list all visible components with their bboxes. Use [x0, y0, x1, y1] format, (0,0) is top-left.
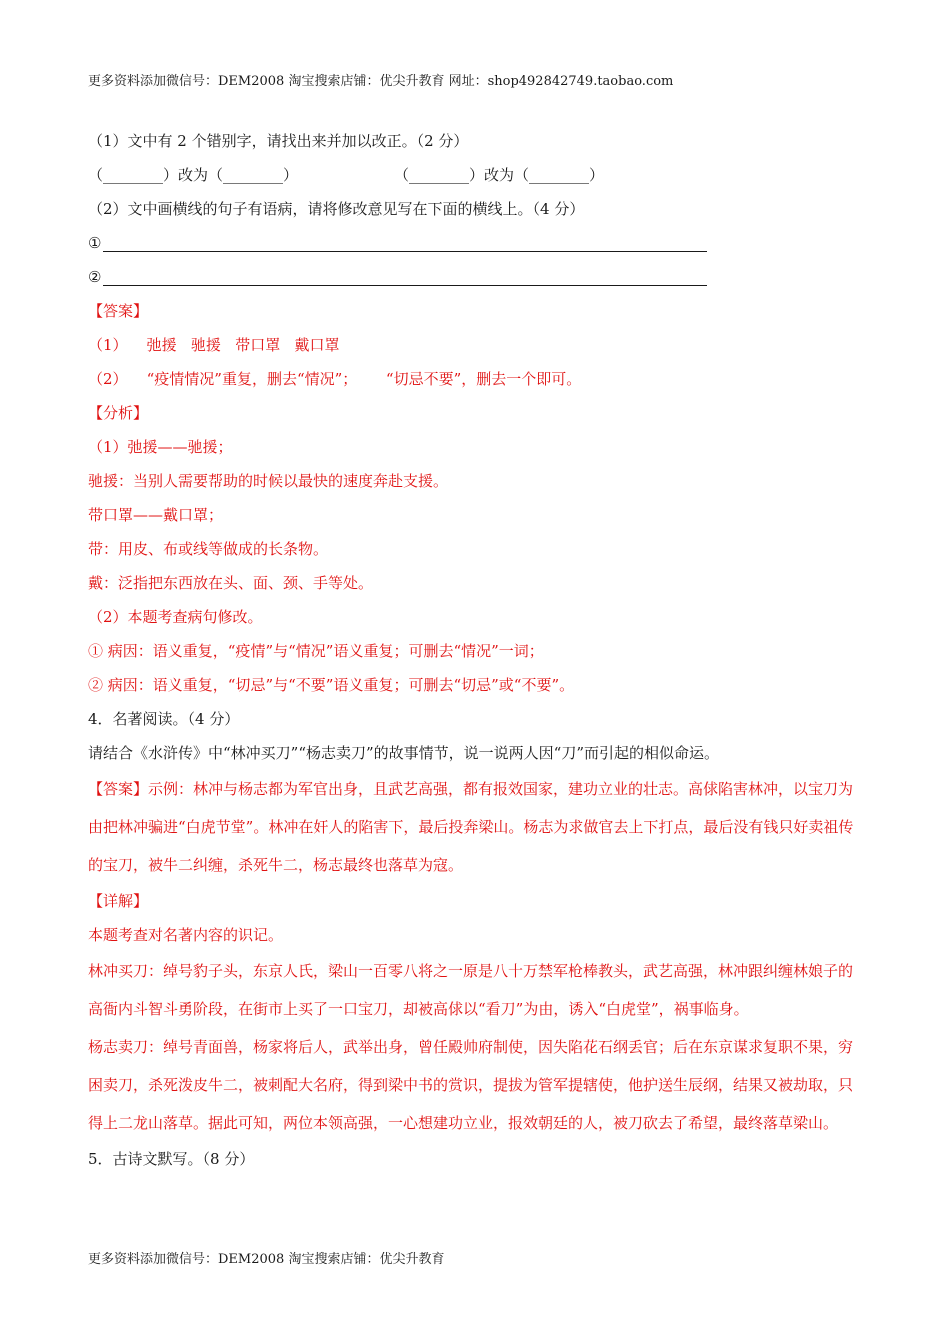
analysis-line-5: 戴：泛指把东西放在头、面、颈、手等处。: [88, 574, 374, 592]
question-4-answer-tag: 【答案】: [88, 780, 149, 798]
page-footer: 更多资料添加微信号：DEM2008 淘宝搜索店铺：优尖升教育: [88, 1252, 445, 1267]
analysis-line-1: （1）弛援——驰援；: [88, 438, 233, 456]
answer-line-1: [88, 226, 866, 260]
question-4-answer-text: 示例：林冲与杨志都为军官出身，且武艺高强，都有报效国家，建功立业的壮志。高俅陷害林冲，以宝刀为由把林冲骗进“白虎节堂”。林冲在奸人的陷害下，最后投奔梁山。杨志为求做官去上下打点，最后没有钱只好卖祖传的宝刀，被牛二纠缠，杀死牛二，杨志最终也落草为寇。: [88, 780, 854, 874]
analysis-tag: 【分析】: [88, 404, 149, 422]
page-header: 更多资料添加微信号：DEM2008 淘宝搜索店铺：优尖升教育 网址：shop492842749.taobao.com: [88, 74, 674, 89]
detail-paragraph-lin-chong: 林冲买刀：绰号豹子头，东京人氏，梁山一百零八将之一原是八十万禁军枪棒教头，武艺高强，林冲跟纠缠林娘子的高衙内斗智斗勇阶段，在街市上买了一口宝刀，却被高俅以“看刀”为由，诱入“白虎堂”，祸事临身。: [88, 962, 854, 1018]
question-4-title: 4．名著阅读。（4 分）: [88, 710, 240, 728]
question-1-prompt: （1）文中有 2 个错别字，请找出来并加以改正。（2 分）: [88, 132, 469, 150]
question-4-answer: [88, 770, 866, 884]
detail-line-1: 本题考查对名著内容的识记。: [88, 926, 284, 944]
analysis-line-7: ① 病因：语义重复，“疫情”与“情况”语义重复；可删去“情况”一词；: [88, 642, 544, 660]
detail-paragraph-yang-zhi: 杨志卖刀：绰号青面兽，杨家将后人，武举出身，曾任殿帅府制使，因失陷花石纲丢官；后在东京谋求复职不果，穷困卖刀，杀死泼皮牛二，被刺配大名府，得到梁中书的赏识，提拔为管军提辖使，他护送生辰纲，结果又被劫取，只得上二龙山落草。据此可知，两位本领高强，一心想建功立业，报效朝廷的人，被刀砍去了希望，最终落草梁山。: [88, 1038, 854, 1132]
correction-blank-right: （________）改为（________）: [394, 166, 605, 184]
question-2-prompt: （2）文中画横线的句子有语病，请将修改意见写在下面的横线上。（4 分）: [88, 200, 585, 218]
analysis-line-4: 带：用皮、布或线等做成的长条物。: [88, 540, 329, 558]
detail-tag: 【详解】: [88, 892, 149, 910]
answer-underline-2: [103, 265, 707, 286]
analysis-line-8: ② 病因：语义重复，“切忌”与“不要”语义重复；可删去“切忌”或“不要”。: [88, 676, 575, 694]
correction-blank-left: （________）改为（________）: [88, 166, 299, 184]
analysis-line-6: （2）本题考查病句修改。: [88, 608, 263, 626]
analysis-line-3: 带口罩——戴口罩；: [88, 506, 224, 524]
answer-line-2: [88, 260, 866, 294]
answer-line-1-marker: ①: [88, 234, 102, 252]
answer-1: （1） 弛援 驰援 带口罩 戴口罩: [88, 336, 340, 354]
answer-line-2-marker: ②: [88, 268, 102, 286]
answer-2: （2） “疫情情况”重复，删去“情况”； “切忌不要”，删去一个即可。: [88, 370, 582, 388]
answer-tag: 【答案】: [88, 302, 149, 320]
answer-underline-1: [103, 231, 707, 252]
analysis-line-2: 驰援：当别人需要帮助的时候以最快的速度奔赴支援。: [88, 472, 449, 490]
document-body: [88, 124, 866, 1176]
question-4-prompt: 请结合《水浒传》中“林冲买刀”“杨志卖刀”的故事情节，说一说两人因“刀”而引起的相似命运。: [88, 744, 720, 762]
correction-blanks: [88, 158, 866, 192]
question-5-title: 5．古诗文默写。（8 分）: [88, 1150, 255, 1168]
